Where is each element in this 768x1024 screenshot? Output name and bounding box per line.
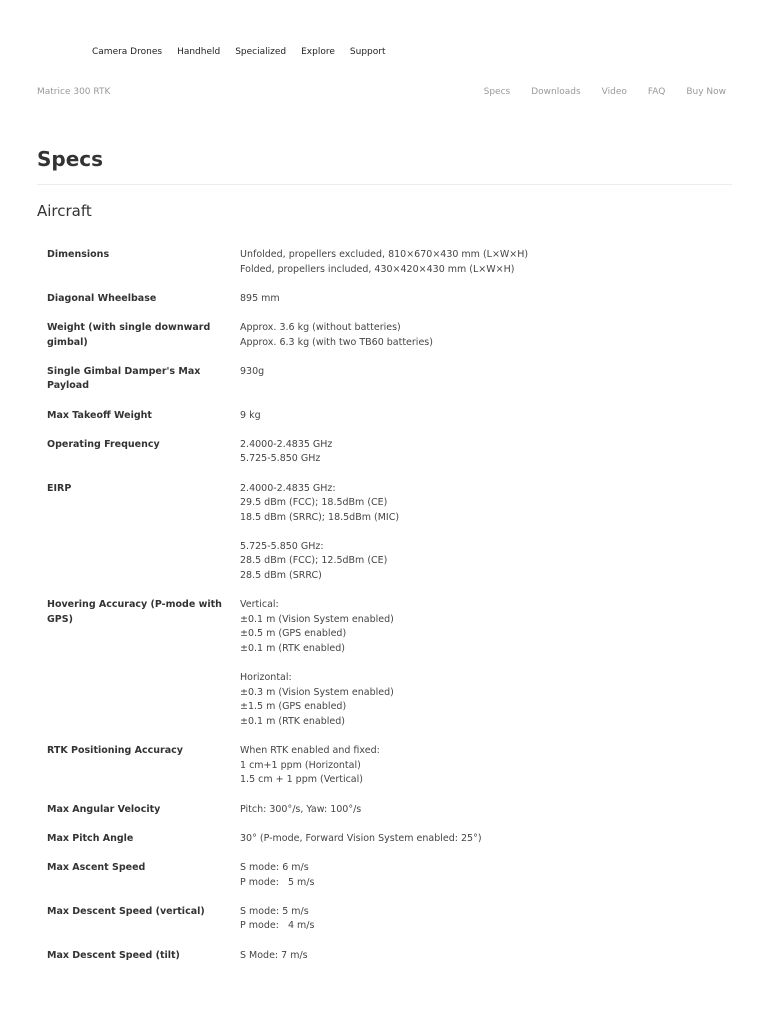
spec-value-line: Pitch: 300°/s, Yaw: 100°/s — [240, 803, 362, 815]
spec-value-line: ±0.3 m (Vision System enabled) — [240, 686, 394, 698]
spec-row — [47, 803, 707, 818]
spec-label: Max Pitch Angle — [47, 832, 134, 844]
top-navigation — [92, 47, 400, 57]
spec-value-line — [240, 525, 707, 540]
spec-value — [240, 409, 707, 424]
spec-label: Max Ascent Speed — [47, 861, 146, 873]
spec-value-line: Vertical: — [240, 599, 279, 611]
section-title: Aircraft — [37, 202, 92, 220]
spec-value — [240, 949, 707, 964]
spec-value-line — [240, 657, 707, 672]
spec-label: Max Descent Speed (tilt) — [47, 949, 180, 961]
nav-specialized[interactable]: Specialized — [235, 47, 287, 57]
spec-value-line: Approx. 3.6 kg (without batteries) — [240, 321, 401, 333]
spec-value-line: ±0.5 m (GPS enabled) — [240, 628, 347, 640]
spec-label: EIRP — [47, 482, 72, 494]
spec-value — [240, 744, 707, 788]
spec-row — [47, 861, 707, 890]
spec-value — [240, 598, 707, 729]
spec-value-line: P mode: 5 m/s — [240, 876, 315, 888]
subnav-specs[interactable]: Specs — [483, 87, 511, 97]
spec-value — [240, 861, 707, 890]
spec-value-line: S Mode: 7 m/s — [240, 949, 308, 961]
spec-value-line: 28.5 dBm (FCC); 12.5dBm (CE) — [240, 555, 388, 567]
spec-label: RTK Positioning Accuracy — [47, 745, 183, 757]
nav-support[interactable]: Support — [349, 47, 386, 57]
spec-value-line: ±1.5 m (GPS enabled) — [240, 701, 347, 713]
product-subnav-links — [463, 87, 726, 97]
spec-row — [47, 292, 707, 307]
subnav-downloads[interactable]: Downloads — [531, 87, 581, 97]
spec-row — [47, 482, 707, 584]
spec-label: Dimensions — [47, 249, 110, 260]
divider — [37, 184, 732, 185]
spec-value-line: 2.4000-2.4835 GHz: — [240, 482, 336, 494]
spec-row — [47, 409, 707, 424]
spec-row — [47, 248, 707, 277]
spec-table — [47, 248, 707, 978]
spec-value — [240, 321, 707, 350]
spec-value — [240, 292, 707, 307]
spec-row — [47, 438, 707, 467]
spec-value-line: 18.5 dBm (SRRC); 18.5dBm (MIC) — [240, 511, 400, 523]
spec-value-line: 5.725-5.850 GHz — [240, 453, 321, 465]
product-subnav — [37, 87, 726, 97]
spec-value — [240, 803, 707, 818]
spec-value-line: 1.5 cm + 1 ppm (Vertical) — [240, 774, 363, 786]
subnav-video[interactable]: Video — [601, 87, 627, 97]
subnav-buy-now[interactable]: Buy Now — [686, 87, 726, 97]
nav-handheld[interactable]: Handheld — [177, 47, 221, 57]
spec-label: Hovering Accuracy (P-mode with GPS) — [47, 599, 222, 625]
spec-value-line: Approx. 6.3 kg (with two TB60 batteries) — [240, 336, 433, 348]
spec-value-line: P mode: 4 m/s — [240, 920, 315, 932]
spec-value-line: 29.5 dBm (FCC); 18.5dBm (CE) — [240, 497, 388, 509]
spec-value — [240, 248, 707, 277]
spec-label: Operating Frequency — [47, 438, 160, 450]
spec-value-line: 28.5 dBm (SRRC) — [240, 570, 322, 582]
spec-value — [240, 482, 707, 584]
spec-row — [47, 321, 707, 350]
spec-value — [240, 365, 707, 394]
spec-value-line: ±0.1 m (RTK enabled) — [240, 716, 345, 727]
spec-row — [47, 949, 707, 964]
spec-value-line: 1 cm+1 ppm (Horizontal) — [240, 759, 361, 771]
spec-value-line: Horizontal: — [240, 672, 292, 684]
spec-value-line: 2.4000-2.4835 GHz — [240, 438, 333, 450]
spec-label: Weight (with single downward gimbal) — [47, 321, 211, 348]
spec-value-line: 30° (P-mode, Forward Vision System enabled: 25°) — [240, 832, 482, 844]
product-name[interactable]: Matrice 300 RTK — [37, 87, 111, 97]
nav-camera-drones[interactable]: Camera Drones — [92, 47, 163, 57]
spec-value-line: Unfolded, propellers excluded, 810×670×430 mm (L×W×H) — [240, 249, 529, 260]
spec-value — [240, 438, 707, 467]
nav-explore[interactable]: Explore — [301, 47, 335, 57]
spec-value-line: S mode: 5 m/s — [240, 905, 309, 917]
spec-value-line: 895 mm — [240, 292, 280, 304]
spec-row — [47, 365, 707, 394]
spec-label: Max Descent Speed (vertical) — [47, 905, 205, 917]
spec-row — [47, 744, 707, 788]
spec-label: Max Takeoff Weight — [47, 409, 152, 421]
spec-row — [47, 598, 707, 729]
spec-row — [47, 905, 707, 934]
spec-value-line: ±0.1 m (RTK enabled) — [240, 643, 345, 655]
spec-value-line: Folded, propellers included, 430×420×430 mm (L×W×H) — [240, 263, 515, 275]
spec-value-line: 9 kg — [240, 409, 261, 421]
spec-value-line: 5.725-5.850 GHz: — [240, 540, 324, 552]
spec-row — [47, 832, 707, 847]
spec-label: Single Gimbal Damper's Max Payload — [47, 365, 201, 392]
spec-label: Diagonal Wheelbase — [47, 292, 157, 304]
subnav-faq[interactable]: FAQ — [647, 87, 666, 97]
spec-value-line: S mode: 6 m/s — [240, 861, 309, 873]
spec-value-line: 930g — [240, 365, 265, 377]
spec-value-line: When RTK enabled and fixed: — [240, 745, 380, 757]
spec-label: Max Angular Velocity — [47, 803, 161, 815]
spec-value — [240, 905, 707, 934]
spec-value-line: ±0.1 m (Vision System enabled) — [240, 613, 394, 625]
page-title: Specs — [37, 147, 104, 171]
spec-value — [240, 832, 707, 847]
